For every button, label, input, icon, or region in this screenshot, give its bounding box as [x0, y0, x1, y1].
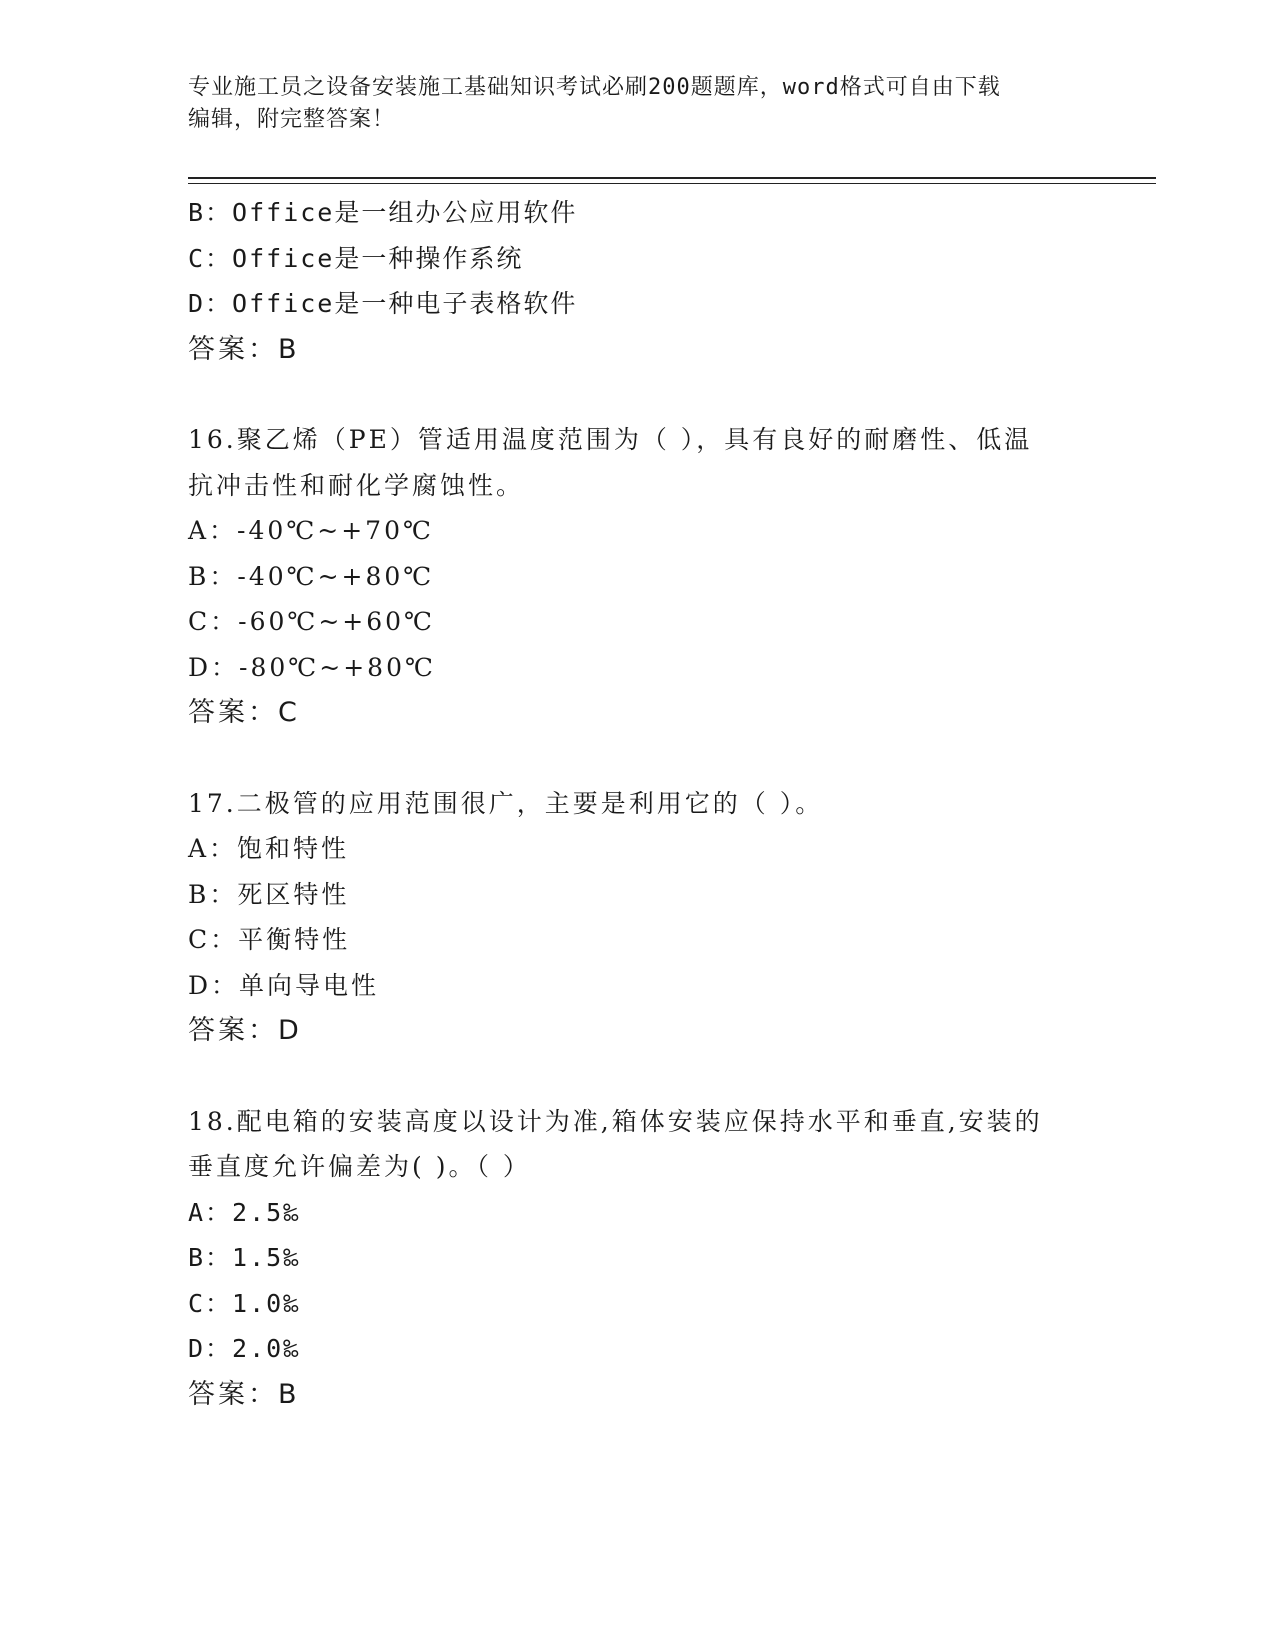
- option-d: D：Office是一种电子表格软件: [188, 289, 578, 318]
- header-line-2: 编辑，附完整答案！: [188, 107, 396, 132]
- question-16: [188, 417, 1088, 736]
- document-body: [188, 190, 1088, 1417]
- option-b: B：死区特性: [188, 879, 350, 909]
- option-c: C：平衡特性: [188, 925, 351, 954]
- answer-line: 答案：B: [188, 333, 300, 365]
- header-rule-thin: [188, 183, 1156, 184]
- option-a: A：2.5‰: [188, 1197, 301, 1227]
- question-17: [188, 781, 1088, 1054]
- option-b: B：-40℃~+80℃: [188, 561, 435, 591]
- header-line-1: 专业施工员之设备安装施工基础知识考试必刷200题题库，word格式可自由下载: [188, 75, 1001, 100]
- option-d: D：2.0‰: [188, 1334, 301, 1363]
- answer-line: 答案：D: [188, 1015, 302, 1046]
- answer-line: 答案：B: [188, 1378, 300, 1410]
- option-d: D：单向导电性: [188, 970, 380, 1000]
- question-stem-line-1: 17.二极管的应用范围很广，主要是利用它的（ ）。: [188, 788, 824, 818]
- header-rule-thick: [188, 177, 1156, 179]
- option-a: A：-40℃~+70℃: [188, 516, 434, 545]
- option-d: D：-80℃~+80℃: [188, 652, 436, 682]
- question-stem-line-1: 18.配电箱的安装高度以设计为准,箱体安装应保持水平和垂直,安装的: [188, 1106, 1043, 1136]
- option-c: C：Office是一种操作系统: [188, 243, 524, 273]
- document-header: [188, 72, 1088, 136]
- question-stem-line-1: 16.聚乙烯（PE）管适用温度范围为（ ），具有良好的耐磨性、低温: [188, 425, 1033, 454]
- option-a: A：饱和特性: [188, 834, 350, 863]
- question-stem-line-2: 垂直度允许偏差为( )。（ ）: [188, 1152, 531, 1181]
- question-18: [188, 1099, 1088, 1418]
- carryover-question: [188, 190, 1088, 372]
- answer-line: 答案：C: [188, 697, 300, 728]
- question-stem-line-2: 抗冲击性和耐化学腐蚀性。: [188, 470, 525, 500]
- option-c: C：1.0‰: [188, 1288, 301, 1318]
- option-c: C：-60℃~+60℃: [188, 607, 436, 636]
- option-b: B：1.5‰: [188, 1243, 301, 1272]
- option-b: B：Office是一组办公应用软件: [188, 198, 578, 227]
